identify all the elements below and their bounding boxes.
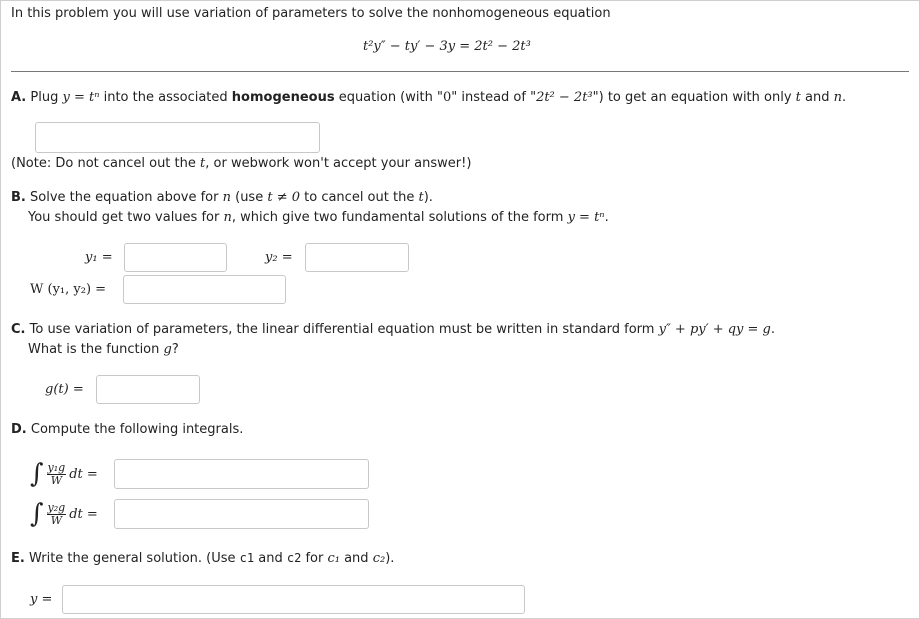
part-e-text-3: for	[301, 551, 328, 566]
part-a-bold: homogeneous	[231, 90, 335, 105]
general-solution-label: y =	[30, 592, 53, 607]
part-e-math-c1: c₁	[327, 551, 340, 566]
part-a-math-5: n	[833, 90, 843, 105]
part-e-text-2: and	[254, 551, 287, 566]
note-text-2: , or webwork won't accept your answer!)	[205, 156, 472, 171]
part-b-text-4: ).	[423, 190, 433, 205]
integral-2-numerator: y₂g	[47, 500, 66, 514]
integral-1-sign: ∫	[30, 459, 44, 489]
y2-answer-input[interactable]	[305, 243, 409, 272]
part-c-line-1	[11, 322, 775, 337]
integral-2-answer-input[interactable]	[114, 499, 369, 529]
note-text-1: (Note: Do not cancel out the	[11, 156, 201, 171]
part-b-math-3: t	[418, 190, 424, 205]
part-a-math-1: y = tⁿ	[62, 90, 100, 105]
part-a-instruction	[11, 90, 846, 105]
integral-1	[30, 456, 98, 492]
integral-2-fraction	[47, 502, 67, 526]
part-b-label: B.	[11, 190, 26, 205]
part-c-math-1: y″ + py′ + qy = g	[658, 322, 771, 337]
part-b-line-1	[11, 190, 433, 205]
part-e-label: E.	[11, 551, 25, 566]
part-d-text: Compute the following integrals.	[30, 422, 244, 437]
integral-2-denominator: W	[50, 513, 63, 527]
g-label: g(t) =	[45, 382, 84, 397]
part-b-math-2: t ≠ 0	[267, 190, 300, 205]
part-b-math-4: n	[223, 210, 232, 225]
general-solution-answer-input[interactable]	[62, 585, 525, 614]
y1-answer-input[interactable]	[124, 243, 227, 272]
part-b-line-2	[28, 210, 609, 225]
part-a-text-4: " instead of "	[451, 90, 537, 105]
part-a-note	[11, 156, 471, 171]
integral-1-fraction	[47, 462, 67, 486]
part-a-math-3: 2t² − 2t³	[536, 90, 593, 105]
part-e-line	[11, 551, 394, 566]
intro-text: In this problem you will use variation of parameters to solve the nonhomogeneous equation	[11, 6, 611, 21]
part-b-math-5: y = tⁿ	[567, 210, 605, 225]
part-e-text-1: Write the general solution. (Use	[28, 551, 240, 566]
part-b-text-7: .	[604, 210, 609, 225]
integral-1-denominator: W	[50, 473, 63, 487]
part-a-text-3: equation (with "	[334, 90, 443, 105]
main-equation: t²y″ − ty′ − 3y = 2t² − 2t³	[363, 39, 531, 54]
part-e-code-c2: c2	[286, 551, 302, 565]
part-a-math-2: 0	[442, 90, 452, 105]
part-c-line-2	[28, 342, 179, 357]
part-b-text-3: to cancel out the	[300, 190, 419, 205]
part-e-math-c2: c₂	[372, 551, 386, 566]
wronskian-answer-input[interactable]	[123, 275, 286, 304]
part-c-text-4: ?	[171, 342, 179, 357]
y1-label: y₁ =	[85, 250, 113, 265]
part-d-line	[11, 422, 243, 437]
part-c-text-1: To use variation of parameters, the linear differential equation must be written in standard form	[29, 322, 659, 337]
part-b-text-5: You should get two values for	[28, 210, 224, 225]
integral-2	[30, 496, 98, 532]
part-c-math-2: g	[163, 342, 172, 357]
y2-label: y₂ =	[265, 250, 293, 265]
part-a-answer-input[interactable]	[35, 122, 320, 153]
part-a-text-2: into the associated	[99, 90, 232, 105]
part-e-text-4: and	[339, 551, 373, 566]
integral-2-dt: dt =	[69, 506, 98, 522]
note-math: t	[200, 156, 206, 171]
part-b-text-6: , which give two fundamental solutions of the form	[231, 210, 568, 225]
part-b-math-1: n	[222, 190, 231, 205]
part-b-text-1: Solve the equation above for	[30, 190, 223, 205]
part-a-text-6: and	[800, 90, 834, 105]
integral-2-sign: ∫	[30, 499, 44, 529]
part-a-text-1: Plug	[30, 90, 63, 105]
integral-1-dt: dt =	[69, 466, 98, 482]
part-a-text-5: ") to get an equation with only	[592, 90, 796, 105]
part-c-text-2: .	[770, 322, 776, 337]
part-a-label: A.	[11, 90, 27, 105]
integral-1-numerator: y₁g	[47, 460, 66, 474]
divider	[11, 71, 909, 72]
wronskian-label: W (y₁, y₂) =	[30, 282, 107, 297]
part-e-code-c1: c1	[239, 551, 255, 565]
part-a-text-7: .	[842, 90, 847, 105]
part-a-math-4: t	[795, 90, 801, 105]
part-c-text-3: What is the function	[28, 342, 164, 357]
part-d-label: D.	[11, 422, 27, 437]
part-e-text-5: ).	[385, 551, 395, 566]
part-c-label: C.	[11, 322, 26, 337]
part-b-text-2: (use	[230, 190, 268, 205]
g-answer-input[interactable]	[96, 375, 200, 404]
integral-1-answer-input[interactable]	[114, 459, 369, 489]
